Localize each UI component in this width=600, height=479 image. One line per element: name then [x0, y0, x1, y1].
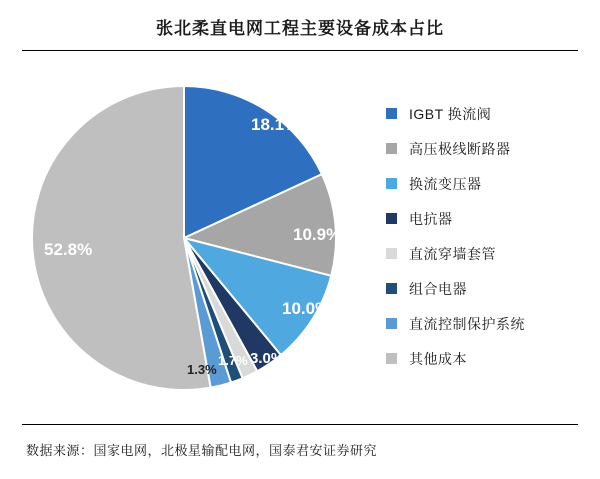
- title-container: [0, 0, 600, 52]
- pie-slice-group: [32, 86, 336, 390]
- legend-item[interactable]: [386, 306, 586, 341]
- pie-slice-value-label: 10.0%: [282, 299, 331, 318]
- legend-item-label: 直流穿墙套管: [409, 245, 496, 262]
- legend-item[interactable]: [386, 131, 586, 166]
- legend-item[interactable]: [386, 271, 586, 306]
- source-note: 数据来源：国家电网，北极星输配电网，国泰君安证券研究: [26, 443, 378, 458]
- legend-item[interactable]: [386, 201, 586, 236]
- pie-chart-plot: [24, 62, 384, 414]
- legend-item[interactable]: [386, 96, 586, 131]
- legend-swatch-icon: [386, 248, 397, 259]
- legend-swatch-icon: [386, 108, 397, 119]
- pie-slice-value-label: 3.0%: [250, 350, 285, 367]
- legend-item[interactable]: [386, 236, 586, 271]
- pie-slice-value-label: 1.7%: [218, 353, 248, 368]
- legend-swatch-icon: [386, 143, 397, 154]
- legend-item-label: 换流变压器: [409, 175, 482, 192]
- legend-swatch-icon: [386, 353, 397, 364]
- chart-legend: [386, 96, 586, 376]
- divider-bottom: [22, 424, 578, 425]
- legend-item-label: 直流控制保护系统: [409, 315, 525, 332]
- legend-item-label: IGBT 换流阀: [409, 105, 492, 122]
- pie-slice-value-label: 52.8%: [44, 240, 93, 259]
- pie-slice-value-label: 10.9%: [293, 225, 342, 244]
- pie-slice-value-label: 1.3%: [187, 362, 217, 377]
- page-title: 张北柔直电网工程主要设备成本占比: [156, 18, 444, 38]
- legend-swatch-icon: [386, 178, 397, 189]
- pie-slice-value-label: 18.1%: [251, 115, 300, 134]
- legend-item-label: 高压极线断路器: [409, 140, 511, 157]
- legend-item-label: 其他成本: [409, 350, 467, 367]
- legend-swatch-icon: [386, 283, 397, 294]
- legend-item-label: 电抗器: [409, 210, 453, 227]
- legend-swatch-icon: [386, 318, 397, 329]
- pie-chart-svg: [24, 62, 384, 414]
- legend-item[interactable]: [386, 341, 586, 376]
- divider-top: [22, 50, 578, 51]
- legend-item-label: 组合电器: [409, 280, 467, 297]
- pie-slice: [32, 86, 211, 390]
- legend-item[interactable]: [386, 166, 586, 201]
- legend-swatch-icon: [386, 213, 397, 224]
